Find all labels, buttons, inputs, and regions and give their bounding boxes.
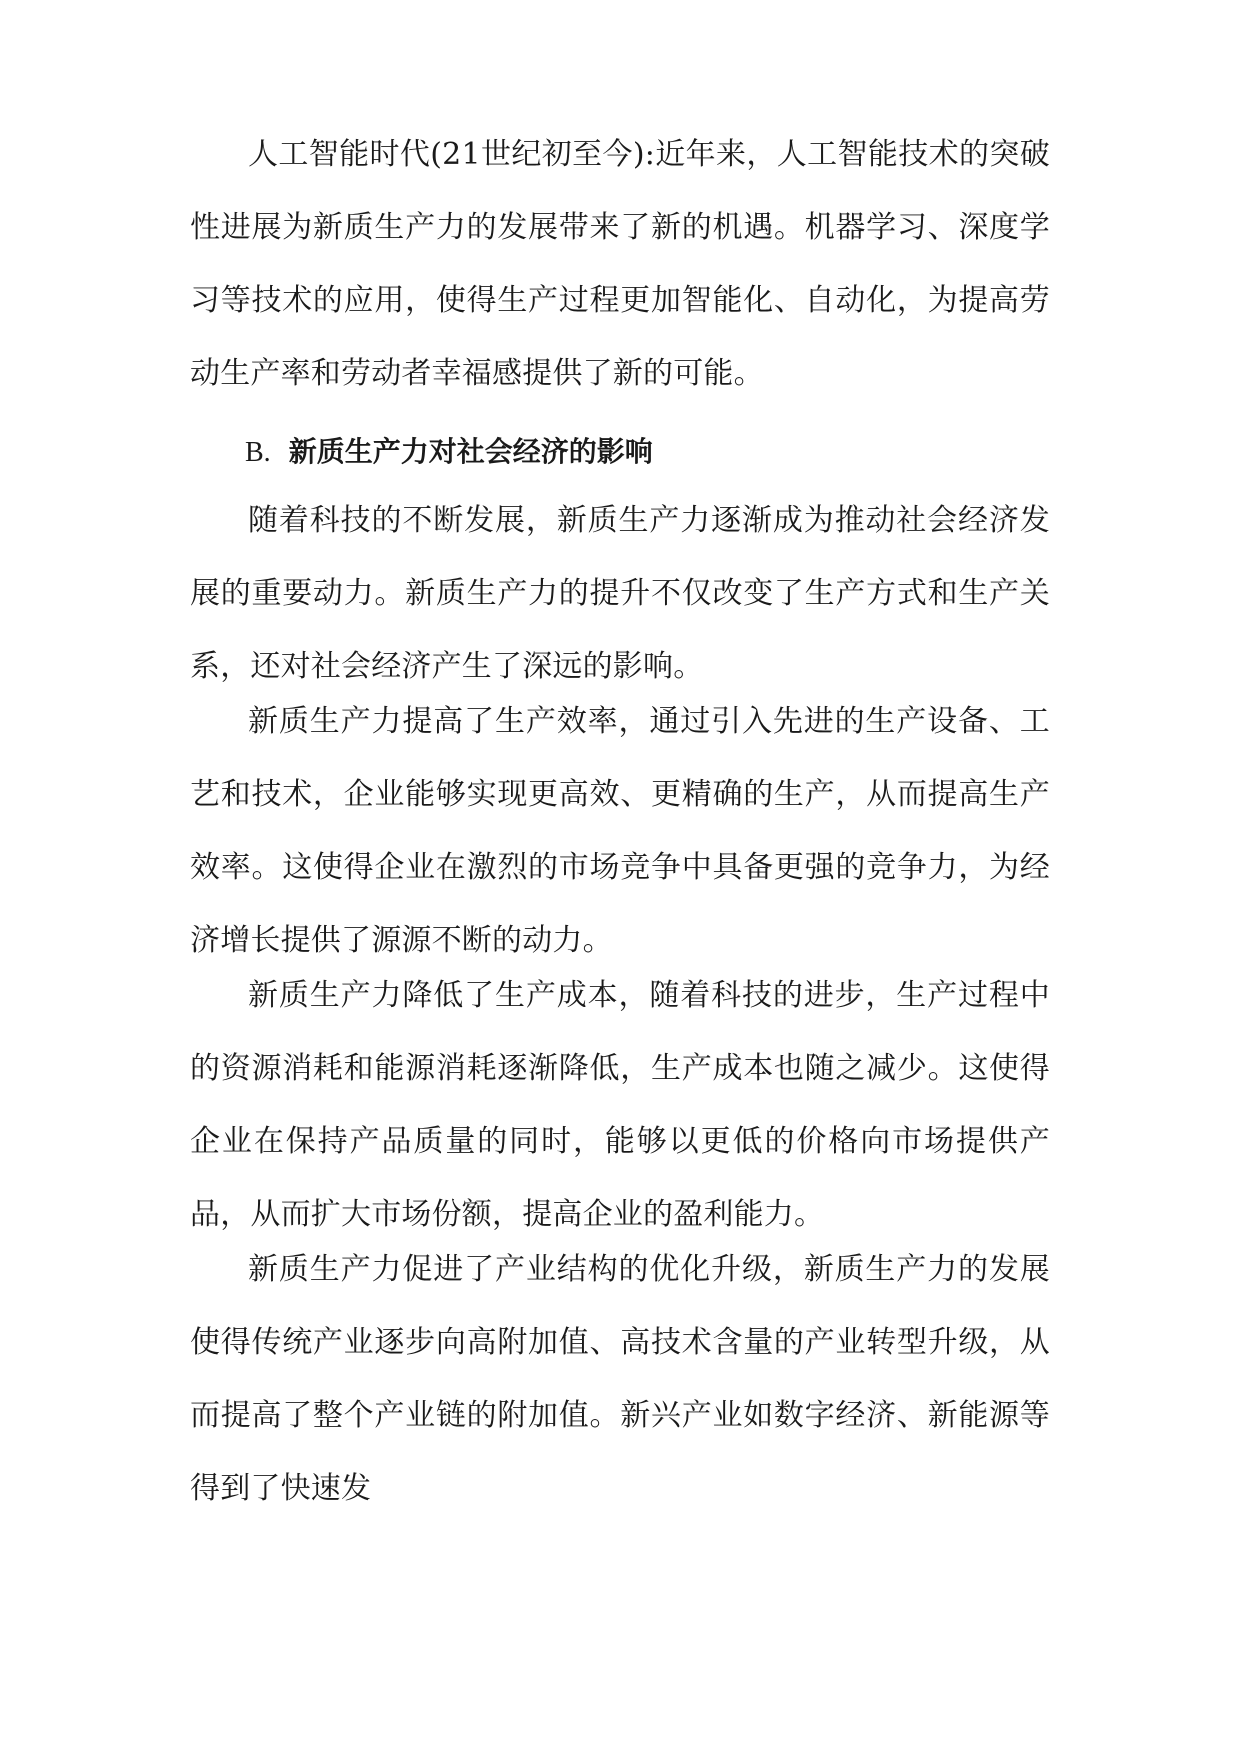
section-heading	[245, 432, 653, 473]
paragraph-cost: 新质生产力降低了生产成本，随着科技的进步，生产过程中的资源消耗和能源消耗逐渐降低，生产成本也随之减少。这使得企业在保持产品质量的同时，能够以更低的价格向市场提供产品，从而扩大市场份额，提高企业的盈利能力。	[190, 978, 1050, 1232]
paragraph-ai-era: 人工智能时代(21世纪初至今):近年来，人工智能技术的突破性进展为新质生产力的发展带来了新的机遇。机器学习、深度学习等技术的应用，使得生产过程更加智能化、自动化，为提高劳动生产率和劳动者幸福感提供了新的可能。	[190, 137, 1050, 391]
paragraph-efficiency: 新质生产力提高了生产效率，通过引入先进的生产设备、工艺和技术，企业能够实现更高效、更精确的生产，从而提高生产效率。这使得企业在激烈的市场竞争中具备更强的竞争力，为经济增长提供了源源不断的动力。	[190, 704, 1050, 958]
paragraph-intro: 随着科技的不断发展，新质生产力逐渐成为推动社会经济发展的重要动力。新质生产力的提升不仅改变了生产方式和生产关系，还对社会经济产生了深远的影响。	[190, 503, 1050, 684]
section-label: B.	[245, 437, 271, 468]
section-title: 新质生产力对社会经济的影响	[288, 435, 653, 468]
paragraph-industry: 新质生产力促进了产业结构的优化升级，新质生产力的发展使得传统产业逐步向高附加值、高技术含量的产业转型升级，从而提高了整个产业链的附加值。新兴产业如数字经济、新能源等得到了快速发	[190, 1252, 1050, 1506]
